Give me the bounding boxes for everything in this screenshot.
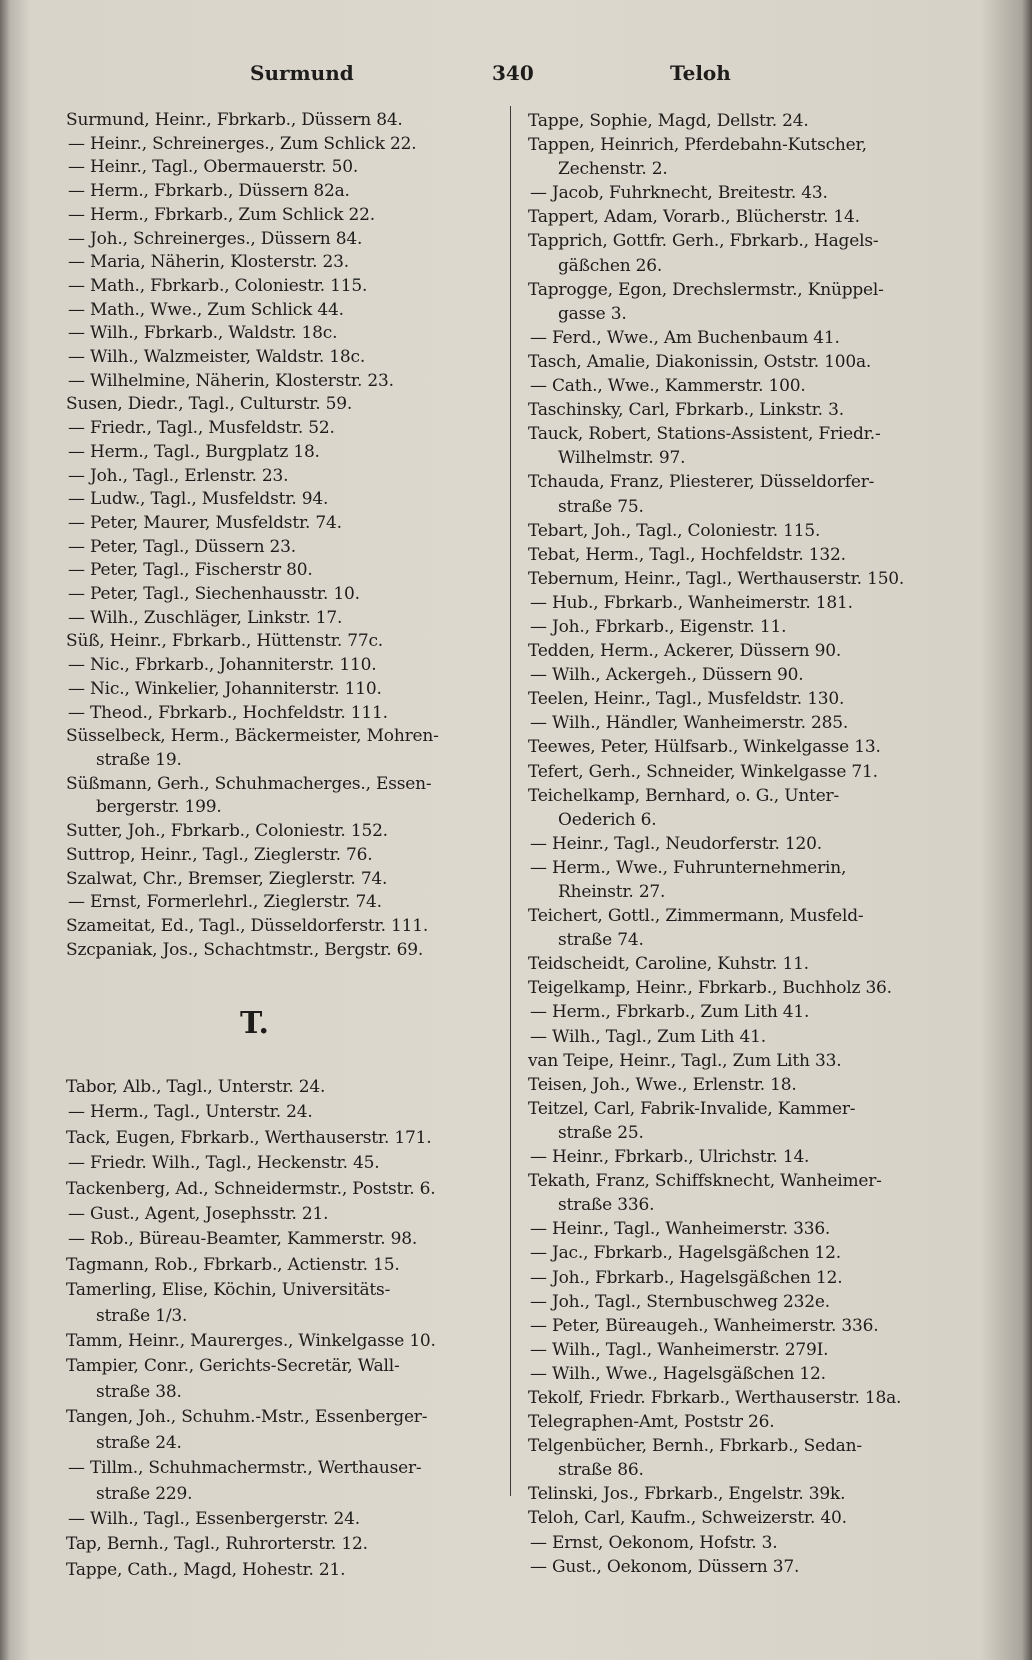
directory-entry-line: — Ernst, Formerlehrl., Zieglerstr. 74. [68, 892, 382, 913]
directory-entry-line: — Math., Wwe., Zum Schlick 44. [68, 299, 344, 320]
directory-entry-line: — Jacob, Fuhrknecht, Breitestr. 43. [530, 183, 828, 204]
directory-entry-line: — Joh., Tagl., Sternbuschweg 232e. [530, 1291, 830, 1312]
directory-entry-line: — Herm., Tagl., Unterstr. 24. [68, 1102, 313, 1123]
directory-entry-line: — Wilh., Tagl., Essenbergerstr. 24. [68, 1508, 360, 1529]
directory-entry-line: Süßmann, Gerh., Schuhmacherges., Essen- [66, 773, 432, 794]
directory-entry-line: — Joh., Tagl., Erlenstr. 23. [68, 465, 289, 486]
directory-entry-line: Tappen, Heinrich, Pferdebahn-Kutscher, [528, 135, 867, 156]
directory-entry-line: — Tillm., Schuhmachermstr., Werthauser- [68, 1458, 422, 1479]
directory-entry-line: straße 75. [558, 496, 644, 517]
directory-entry-line: — Joh., Fbrkarb., Eigenstr. 11. [530, 616, 787, 637]
directory-entry-line: Tefert, Gerh., Schneider, Winkelgasse 71. [528, 761, 878, 782]
directory-entry-line: Teidscheidt, Caroline, Kuhstr. 11. [528, 954, 809, 975]
directory-entry-line: Taprogge, Egon, Drechslermstr., Knüppel- [528, 279, 884, 300]
directory-entry-line: — Friedr. Wilh., Tagl., Heckenstr. 45. [68, 1153, 380, 1174]
directory-entry-line: — Ludw., Tagl., Musfeldstr. 94. [68, 489, 329, 510]
directory-entry-line: — Heinr., Tagl., Wanheimerstr. 336. [530, 1219, 831, 1240]
directory-entry-line: — Wilh., Tagl., Zum Lith 41. [530, 1026, 766, 1047]
directory-entry-line: Tasch, Amalie, Diakonissin, Oststr. 100a. [528, 351, 872, 372]
directory-entry-line: Telinski, Jos., Fbrkarb., Engelstr. 39k. [528, 1484, 846, 1505]
directory-entry-line: Tappe, Sophie, Magd, Dellstr. 24. [528, 111, 809, 131]
left-column-entries-t [66, 1075, 436, 1583]
directory-entry-line: Suttrop, Heinr., Tagl., Zieglerstr. 76. [66, 844, 373, 865]
directory-entry-line: — Rob., Büreau-Beamter, Kammerstr. 98. [68, 1229, 418, 1250]
directory-entry-line: Tack, Eugen, Fbrkarb., Werthauserstr. 171. [66, 1127, 432, 1148]
directory-entry-line: Tamerling, Elise, Köchin, Universitäts- [66, 1280, 391, 1301]
directory-entry-line: — Gust., Agent, Josephsstr. 21. [68, 1204, 329, 1225]
directory-entry-line: — Heinr., Schreinerges., Zum Schlick 22. [68, 133, 417, 154]
directory-entry-line: Tekolf, Friedr. Fbrkarb., Werthauserstr. 18a. [528, 1387, 902, 1408]
directory-entry-line: bergerstr. 199. [96, 797, 222, 818]
directory-entry-line: Teloh, Carl, Kaufm., Schweizerstr. 40. [528, 1508, 847, 1529]
directory-entry-line: — Math., Fbrkarb., Coloniestr. 115. [68, 275, 368, 296]
directory-entry-line: Sutter, Joh., Fbrkarb., Coloniestr. 152. [66, 821, 388, 842]
section-letter-heading: T. [240, 1006, 269, 1041]
directory-entry-line: — Wilhelmine, Näherin, Klosterstr. 23. [68, 370, 394, 391]
directory-entry-line: — Peter, Maurer, Musfeldstr. 74. [68, 512, 342, 533]
directory-entry-line: — Joh., Fbrkarb., Hagelsgäßchen 12. [530, 1267, 843, 1288]
directory-entry-line: — Herm., Fbrkarb., Zum Schlick 22. [68, 204, 375, 225]
directory-entry-line: — Gust., Oekonom, Düssern 37. [530, 1556, 800, 1577]
directory-entry-line: straße 229. [96, 1483, 193, 1504]
directory-entry-line: straße 336. [558, 1195, 655, 1216]
directory-entry-line: Tekath, Franz, Schiffsknecht, Wanheimer- [528, 1171, 882, 1192]
directory-entry-line: — Heinr., Tagl., Neudorferstr. 120. [530, 833, 822, 854]
directory-entry-line: straße 38. [96, 1381, 182, 1402]
running-head-right: Teloh [670, 61, 731, 85]
directory-entry-line: gasse 3. [558, 303, 627, 324]
directory-entry-line: — Nic., Winkelier, Johanniterstr. 110. [68, 678, 382, 699]
directory-entry-line: Tappe, Cath., Magd, Hohestr. 21. [66, 1559, 346, 1580]
running-head-left: Surmund [250, 61, 354, 85]
directory-entry-line: — Herm., Wwe., Fuhrunternehmerin, [530, 857, 847, 878]
directory-entry-line: Tapprich, Gottfr. Gerh., Fbrkarb., Hagels- [528, 231, 879, 252]
directory-entry-line: Süsselbeck, Herm., Bäckermeister, Mohren- [66, 726, 439, 747]
directory-entry-line: — Nic., Fbrkarb., Johanniterstr. 110. [68, 655, 377, 676]
directory-entry-line: Szameitat, Ed., Tagl., Düsseldorferstr. 111. [66, 915, 429, 936]
directory-entry-line: Szcpaniak, Jos., Schachtmstr., Bergstr. 69. [66, 939, 424, 960]
left-column-entries-s [66, 109, 439, 962]
directory-entry-line: — Peter, Tagl., Düssern 23. [68, 536, 296, 557]
directory-entry-line: — Peter, Büreaugeh., Wanheimerstr. 336. [530, 1315, 879, 1336]
directory-entry-line: — Herm., Fbrkarb., Düssern 82a. [68, 181, 350, 202]
directory-entry-line: — Maria, Näherin, Klosterstr. 23. [68, 252, 349, 273]
directory-entry-line: Zechenstr. 2. [558, 159, 668, 180]
directory-entry-line: — Cath., Wwe., Kammerstr. 100. [530, 376, 806, 397]
directory-entry-line: straße 25. [558, 1122, 644, 1143]
directory-entry-line: Wilhelmstr. 97. [558, 448, 686, 469]
directory-entry-line: — Wilh., Walzmeister, Waldstr. 18c. [68, 347, 366, 368]
directory-entry-line: — Joh., Schreinerges., Düssern 84. [68, 228, 363, 249]
directory-entry-line: Teigelkamp, Heinr., Fbrkarb., Buchholz 36. [528, 978, 892, 999]
directory-entry-line: Tangen, Joh., Schuhm.-Mstr., Essenberger- [66, 1407, 428, 1428]
directory-entry-line: Tebat, Herm., Tagl., Hochfeldstr. 132. [528, 544, 846, 565]
right-column-entries [528, 109, 904, 1579]
directory-entry-line: Szalwat, Chr., Bremser, Zieglerstr. 74. [66, 868, 388, 889]
directory-entry-line: — Wilh., Ackergeh., Düssern 90. [530, 665, 804, 686]
directory-entry-line: Teewes, Peter, Hülfsarb., Winkelgasse 13. [528, 737, 881, 758]
directory-entry-line: Oederich 6. [558, 809, 657, 830]
directory-entry-line: — Hub., Fbrkarb., Wanheimerstr. 181. [530, 592, 853, 613]
directory-entry-line: Teichelkamp, Bernhard, o. G., Unter- [528, 785, 840, 806]
directory-entry-line: straße 24. [96, 1432, 182, 1453]
column-divider [510, 106, 511, 1496]
directory-entry-line: Teisen, Joh., Wwe., Erlenstr. 18. [528, 1074, 797, 1095]
directory-entry-line: — Jac., Fbrkarb., Hagelsgäßchen 12. [530, 1243, 841, 1264]
directory-entry-line: Teichert, Gottl., Zimmermann, Musfeld- [528, 906, 864, 927]
directory-entry-line: — Friedr., Tagl., Musfeldstr. 52. [68, 418, 335, 439]
directory-entry-line: Tedden, Herm., Ackerer, Düssern 90. [528, 641, 842, 662]
directory-entry-line: Tackenberg, Ad., Schneidermstr., Poststr. 6. [66, 1178, 436, 1199]
directory-entry-line: Tebart, Joh., Tagl., Coloniestr. 115. [528, 520, 821, 541]
directory-entry-line: — Peter, Tagl., Siechenhausstr. 10. [68, 584, 360, 605]
directory-entry-line: — Herm., Fbrkarb., Zum Lith 41. [530, 1002, 810, 1023]
directory-entry-line: Tabor, Alb., Tagl., Unterstr. 24. [66, 1077, 326, 1097]
directory-entry-line: Tamm, Heinr., Maurerges., Winkelgasse 10. [66, 1331, 436, 1352]
directory-entry-line: — Heinr., Fbrkarb., Ulrichstr. 14. [530, 1147, 810, 1168]
directory-entry-line: — Wilh., Tagl., Wanheimerstr. 279I. [530, 1339, 829, 1360]
directory-entry-line: — Ernst, Oekonom, Hofstr. 3. [530, 1532, 778, 1553]
directory-entry-line: — Wilh., Fbrkarb., Waldstr. 18c. [68, 323, 338, 344]
directory-entry-line: Tap, Bernh., Tagl., Ruhrorterstr. 12. [66, 1534, 368, 1555]
directory-entry-line: — Theod., Fbrkarb., Hochfeldstr. 111. [68, 702, 388, 723]
directory-entry-line: Tauck, Robert, Stations-Assistent, Friedr.- [528, 424, 881, 445]
directory-entry-line: — Wilh., Zuschläger, Linkstr. 17. [68, 607, 343, 628]
directory-entry-line: straße 19. [96, 749, 182, 770]
directory-entry-line: — Wilh., Händler, Wanheimerstr. 285. [530, 713, 849, 734]
directory-entry-line: straße 86. [558, 1460, 644, 1481]
directory-entry-line: gäßchen 26. [558, 255, 663, 276]
directory-entry-line: Tampier, Conr., Gerichts-Secretär, Wall- [66, 1356, 400, 1377]
directory-entry-line: straße 1/3. [96, 1305, 188, 1326]
directory-entry-line: Surmund, Heinr., Fbrkarb., Düssern 84. [66, 110, 403, 130]
directory-entry-line: Taschinsky, Carl, Fbrkarb., Linkstr. 3. [528, 400, 844, 421]
directory-entry-line: straße 74. [558, 930, 644, 951]
directory-entry-line: Tebernum, Heinr., Tagl., Werthauserstr. 150. [528, 568, 905, 589]
directory-entry-line: Susen, Diedr., Tagl., Culturstr. 59. [66, 394, 353, 415]
directory-entry-line: Tchauda, Franz, Pliesterer, Düsseldorfer- [528, 472, 875, 493]
directory-entry-line: — Wilh., Wwe., Hagelsgäßchen 12. [530, 1363, 826, 1384]
directory-entry-line: — Peter, Tagl., Fischerstr 80. [68, 560, 313, 581]
directory-entry-line: Rheinstr. 27. [558, 882, 666, 902]
directory-entry-line: Tappert, Adam, Vorarb., Blücherstr. 14. [528, 207, 860, 228]
page-number: 340 [492, 61, 534, 85]
directory-entry-line: Teelen, Heinr., Tagl., Musfeldstr. 130. [528, 689, 845, 710]
directory-entry-line: Süß, Heinr., Fbrkarb., Hüttenstr. 77c. [66, 631, 383, 652]
directory-entry-line: Tagmann, Rob., Fbrkarb., Actienstr. 15. [66, 1254, 400, 1275]
directory-entry-line: Telegraphen-Amt, Poststr 26. [528, 1412, 775, 1433]
directory-entry-line: Telgenbücher, Bernh., Fbrkarb., Sedan- [528, 1436, 862, 1457]
directory-entry-line: Teitzel, Carl, Fabrik-Invalide, Kammer- [528, 1098, 856, 1119]
directory-entry-line: van Teipe, Heinr., Tagl., Zum Lith 33. [528, 1050, 842, 1071]
directory-entry-line: — Herm., Tagl., Burgplatz 18. [68, 441, 320, 462]
directory-entry-line: — Ferd., Wwe., Am Buchenbaum 41. [530, 327, 840, 348]
directory-entry-line: — Heinr., Tagl., Obermauerstr. 50. [68, 157, 359, 178]
